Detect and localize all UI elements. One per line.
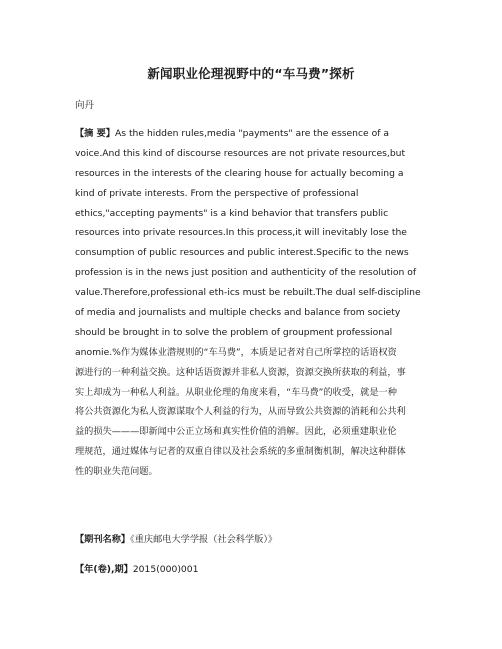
author-name: 向丹 — [75, 100, 95, 111]
abstract-line-15: 将公共资源化为私人资源谋取个人利益的行为，从而导致公共资源的消耗和公共利 — [75, 406, 406, 418]
journal-label: 【期刊名称】 — [75, 534, 131, 545]
journal-name-field — [75, 531, 277, 545]
issue-field — [75, 561, 198, 575]
abstract-line-2: voice.And this kind of discourse resources are not private resources,but — [75, 147, 406, 159]
abstract-line-14: 实上却成为一种私人利益。从职业伦理的角度来看，“车马费”的收受，就是一种 — [75, 386, 397, 398]
abstract-line-12: anomie.%作为媒体业潜规则的“车马费”，本质是记者对自己所掌控的话语权资 — [75, 346, 397, 358]
abstract-line-16: 益的损失———即新闻中公正立场和真实性价值的消解。因此，必须重建职业伦 — [75, 426, 397, 438]
abstract-label: 【摘 要】 — [75, 128, 115, 139]
abstract-line-13: 源进行的一种利益交换。这种话语资源并非私人资源，资源交换所获取的利益，事 — [75, 366, 406, 378]
abstract-line-18: 性的职业失范问题。 — [75, 466, 158, 478]
abstract-line-8: profession is in the news just position and authenticity of the resolution of — [75, 267, 417, 279]
article-title: 新闻职业伦理视野中的“车马费”探析 — [147, 66, 355, 81]
abstract-line-6: resources into private resources.In this process,it will inevitably lose the — [75, 227, 407, 239]
abstract-line-11: should be brought in to solve the problem of groupment professional — [75, 326, 393, 338]
abstract-line-10: of media and journalists and multiple checks and balance from society — [75, 307, 401, 319]
abstract-line-4: kind of private interests. From the perspective of professional — [75, 187, 359, 199]
abstract-line-9: value.Therefore,professional eth-ics must be rebuilt.The dual self-discipline — [75, 287, 421, 299]
issue-value: 2015(000)001 — [132, 564, 199, 575]
abstract-line-17: 理规范，通过媒体与记者的双重自律以及社会系统的多重制衡机制，解决这种群体 — [75, 446, 406, 458]
abstract-block — [75, 124, 435, 482]
journal-value: 《重庆邮电大学学报（社会科学版）》 — [130, 534, 278, 545]
abstract-line-1: 【摘 要】As the hidden rules,media "payments" are the essence of a — [75, 128, 390, 139]
abstract-line-3: resources in the interests of the clearing house for actually becoming a — [75, 167, 404, 179]
issue-label: 【年(卷),期】 — [75, 564, 133, 575]
abstract-line-5: ethics,"accepting payments" is a kind behavior that transfers public — [75, 207, 389, 219]
abstract-line-7: consumption of public resources and public interest.Specific to the news — [75, 247, 409, 259]
